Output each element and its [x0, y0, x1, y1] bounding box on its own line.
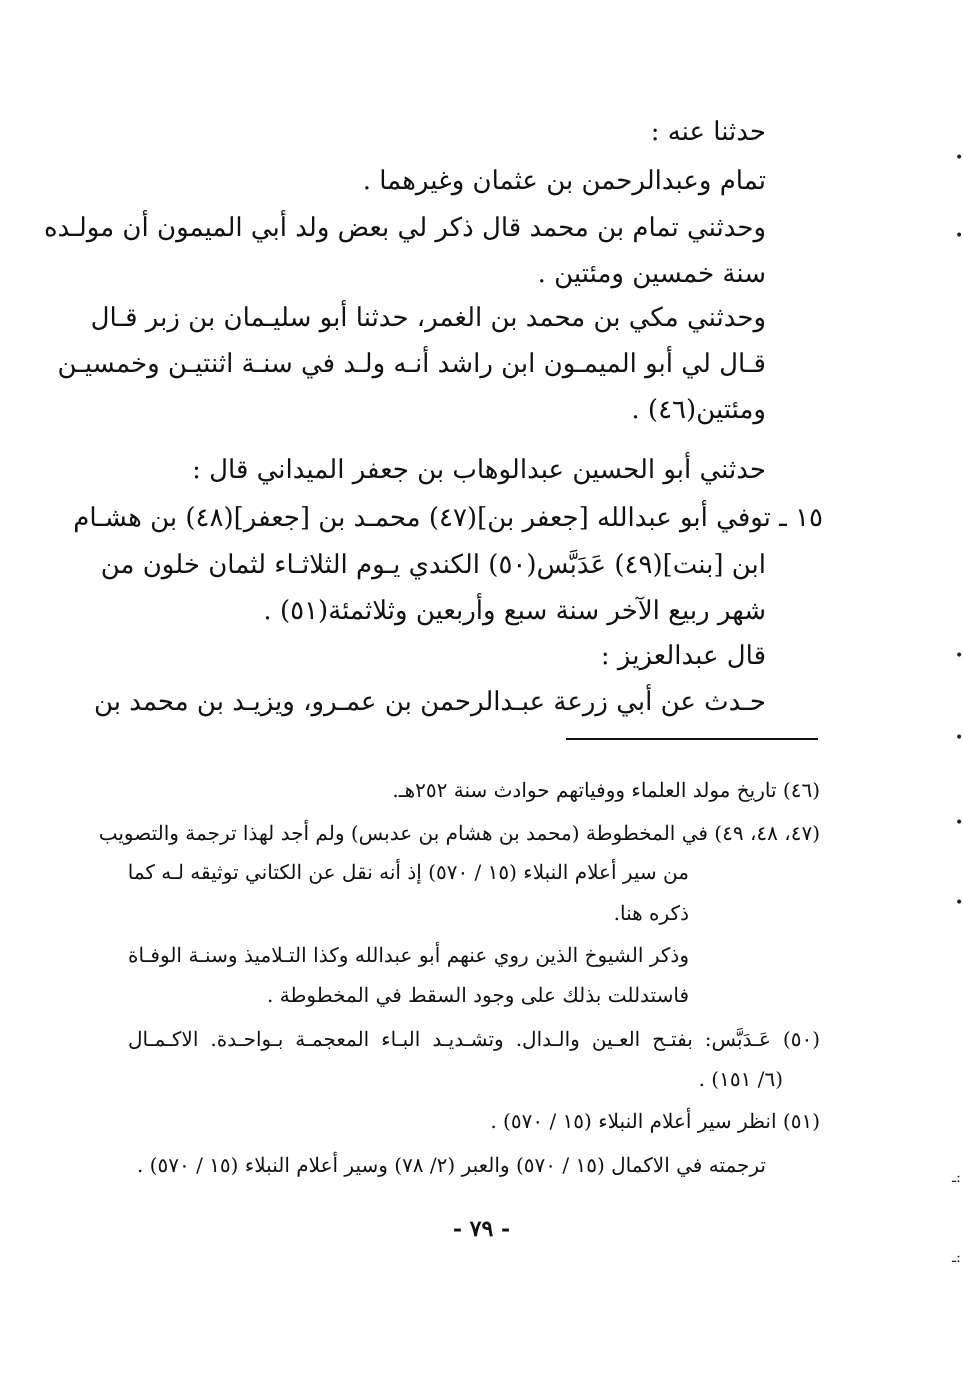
body-line: سنة خمسين ومئتين .	[537, 259, 766, 289]
body-line-entry-15: ١٥ ـ توفي أبو عبدالله [جعفر بن](٤٧) محمـد بن [جعفر](٤٨) بن هشـام	[73, 503, 823, 533]
body-line: تمام وعبدالرحمن بن عثمان وغيرهما .	[362, 166, 766, 196]
body-line: حدثنا عنه :	[650, 117, 766, 147]
footnote-line: ترجمته في الاكمال (١٥ / ٥٧٠) والعبر (٢/ ٧٨) وسير أعلام النبلاء (١٥ / ٥٧٠) .	[136, 1153, 766, 1177]
body-line: وحدثني تمام بن محمد قال ذكر لي بعض ولد أبي الميمون أن مولـده	[44, 213, 766, 243]
body-line: قـال لي أبو الميمـون ابن راشد أنـه ولـد في سنـة اثنتيـن وخمسيـن	[57, 349, 766, 379]
footnote-line: (٥٠) عَـدَبَّس: بفتـح العـين والـدال. وتشـديـد البـاء المعجمـة بـواحـدة. الاكـمـال	[128, 1027, 820, 1051]
footnote-line: فاستدللت بذلك على وجود السقط في المخطوطة .	[267, 983, 689, 1007]
margin-mark: •	[955, 228, 963, 244]
footnote-line: ذكره هنا.	[613, 901, 689, 925]
margin-mark: ـ:	[952, 1250, 961, 1266]
body-line: وحدثني مكي بن محمد بن الغمر، حدثنا أبو سليـمان بن زبر قـال	[90, 303, 766, 333]
footnote-line: (٦/ ١٥١) .	[698, 1067, 783, 1091]
body-line: حدثني أبو الحسين عبدالوهاب بن جعفر الميداني قال :	[192, 455, 766, 485]
body-line: قال عبدالعزيز :	[600, 641, 766, 671]
footnote-line: (٤٧، ٤٨، ٤٩) في المخطوطة (محمد بن هشام بن عدبس) ولم أجد لهذا ترجمة والتصويب	[98, 821, 820, 845]
page-number: - ٧٩ -	[452, 1216, 511, 1242]
margin-mark: •	[955, 815, 963, 831]
footnote-line: (٥١) انظر سير أعلام النبلاء (١٥ / ٥٧٠) .	[490, 1109, 820, 1133]
footnote-separator	[566, 738, 818, 740]
body-line: حـدث عن أبي زرعة عبـدالرحمن بن عمـرو، ويزيـد بن محمد بن	[93, 687, 766, 717]
footnote-line: (٤٦) تاريخ مولد العلماء ووفياتهم حوادث سنة ٢٥٢هـ.	[392, 778, 820, 802]
margin-mark: •	[955, 730, 963, 746]
body-line: ومئتين(٤٦) .	[631, 395, 766, 425]
footnote-line: وذكر الشيوخ الذين روي عنهم أبو عبدالله وكذا التـلاميذ وسنـة الوفـاة	[128, 943, 689, 967]
margin-mark: •	[955, 648, 963, 664]
margin-mark: •	[955, 150, 963, 166]
body-line: شهر ربيع الآخر سنة سبع وأربعين وثلاثمئة(٥١) .	[263, 596, 766, 626]
margin-mark: ـ:	[952, 1170, 961, 1186]
margin-mark: •	[955, 895, 963, 911]
body-line: ابن [بنت](٤٩) عَدَبَّس(٥٠) الكندي يـوم الثلاثـاء لثمان خلون من	[100, 550, 766, 580]
footnote-line: من سير أعلام النبلاء (١٥ / ٥٧٠) إذ أنه نقل عن الكتاني توثيقه لـه كما	[127, 860, 689, 884]
